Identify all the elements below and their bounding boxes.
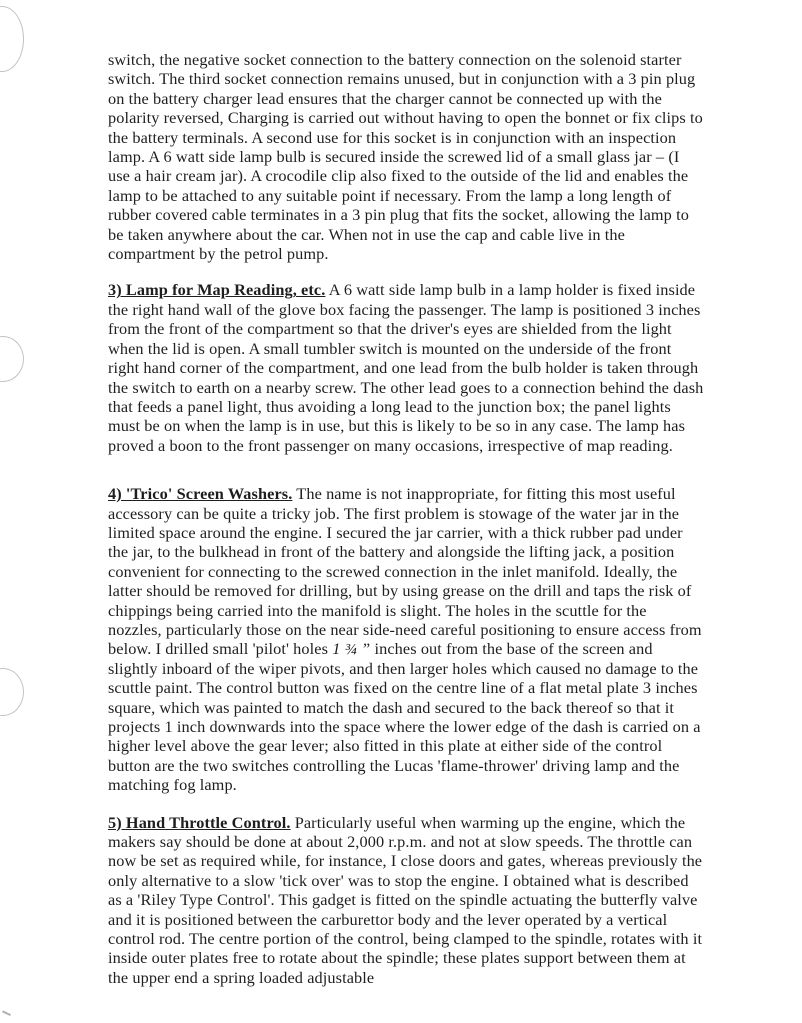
- section-heading-hand-throttle-control: 5) Hand Throttle Control.: [108, 812, 291, 832]
- section-body-trico-after-measurement: inches out from the base of the screen and slightly inboard of the wiper pivots, and then larger holes which caused no damage to the scuttle paint. The control button was fixed on the centre line of a flat metal plate 3 inches square, which was painted to match the dash and secured to the back thereof so that it projects 1 inch downwards into the space where the lower edge of the dash is carried on a higher level above the gear lever; also fitted in this plate at either side of the control button are the two switches controlling the Lucas 'flame-thrower' driving lamp and the matching fog lamp.: [108, 639, 701, 795]
- scan-artifact-mid-left-curve: [0, 336, 24, 382]
- section-trico-screen-washers: [108, 484, 704, 795]
- section-hand-throttle-control: [108, 813, 704, 988]
- section-body-hand-throttle-control: Particularly useful when warming up the engine, which the makers say should be done at about 2,000 r.p.m. and not at slow speeds. The throttle can now be set as required while, for instance, I close doors and gates, whereas previously the only alternative to a slow 'tick over' was to stop the engine. I obtained what is described as a 'Riley Type Control'. This gadget is fitted on the spindle actuating the butterfly valve and it is positioned between the carburettor body and the lever operated by a vertical control rod. The centre portion of the control, being clamped to the spindle, rotates with it inside outer plates free to rotate about the spindle; these plates support between them at the upper end a spring loaded adjustable: [108, 812, 703, 987]
- scan-artifact-bottom-left-mark: [0, 1010, 11, 1020]
- measurement-italic-text: 1 ¾ ”: [332, 639, 371, 659]
- section-heading-trico-screen-washers: 4) 'Trico' Screen Washers.: [108, 484, 293, 504]
- page-text-block: [108, 50, 704, 987]
- scan-artifact-lower-left-curve: [0, 668, 24, 716]
- section-body-lamp-for-map-reading: A 6 watt side lamp bulb in a lamp holder is fixed inside the right hand wall of the glove box facing the passenger. The lamp is positioned 3 inches from the front of the compartment so that the driver's eyes are shielded from the light when the lid is open. A small tumbler switch is mounted on the underside of the front right hand corner of the compartment, and one lead from the bulb holder is taken through the switch to earth on a nearby screw. The other lead goes to a connection behind the dash that feeds a panel light, thus avoiding a long lead to the junction box; the panel lights must be on when the lamp is in use, but this is likely to be so in any case. The lamp has proved a boon to the front passenger on many occasions, irrespective of map reading.: [108, 280, 704, 455]
- section-lamp-for-map-reading: [108, 280, 704, 455]
- intro-paragraph: switch, the negative socket connection to the battery connection on the solenoid starter switch. The third socket connection remains unused, but in conjunction with a 3 pin plug on the battery charger lead ensures that the charger cannot be connected up with the polarity reversed, Charging is carried out without having to open the bonnet or fix clips to the battery terminals. A second use for this socket is in conjunction with an inspection lamp. A 6 watt side lamp bulb is secured inside the screwed lid of a small glass jar – (I use a hair cream jar). A crocodile clip also fixed to the outside of the lid and enables the lamp to be attached to any suitable point if necessary. From the lamp a long length of rubber covered cable terminates in a 3 pin plug that fits the socket, allowing the lamp to be taken anywhere about the car. When not in use the cap and cable live in the compartment by the petrol pump.: [108, 50, 703, 264]
- scan-artifact-top-left-curve: [0, 6, 24, 72]
- section-body-trico-before-measurement: The name is not inappropriate, for fitting this most useful accessory can be quite a tricky job. The first problem is stowage of the water jar in the limited space around the engine. I secured the jar carrier, with a thick rubber pad under the jar, to the bulkhead in front of the battery and alongside the lifting jack, a position convenient for connecting to the screwed connection in the inlet manifold. Ideally, the latter should be removed for drilling, but by using grease on the drill and taps the risk of chippings being carried into the manifold is slight. The holes in the scuttle for the nozzles, particularly those on the near side-need careful positioning to ensure access from below. I drilled small 'pilot' holes: [108, 484, 702, 659]
- section-heading-lamp-for-map-reading: 3) Lamp for Map Reading, etc.: [108, 280, 326, 300]
